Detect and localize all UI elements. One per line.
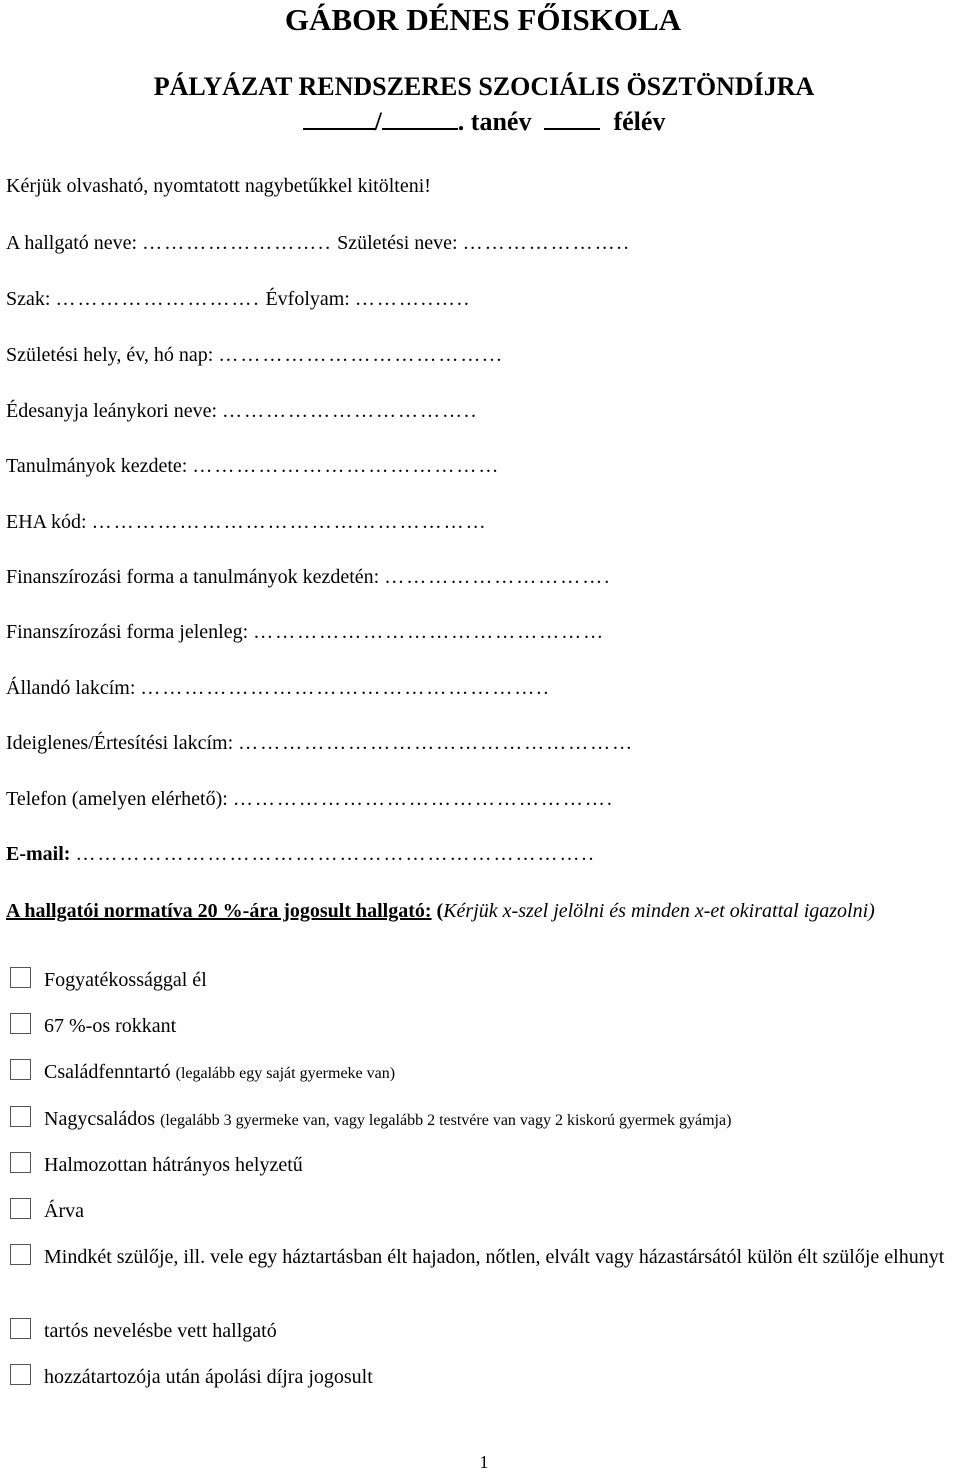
eha-input[interactable]: ……………………………………………… [91,511,488,533]
major-label: Szak: [6,288,51,310]
phone-input[interactable]: ……………………………………………. [232,788,614,810]
checkbox-icon[interactable] [10,1364,31,1385]
fin-now-input[interactable]: ………………………………………… [253,621,606,643]
fin-start-label: Finanszírozási forma a tanulmányok kezdetén: [6,566,380,588]
option-care-allowance[interactable] [10,1364,373,1389]
birth-row [6,344,503,367]
email-input[interactable]: …………………………………………………………….. [75,843,596,865]
option-orphan[interactable] [10,1198,84,1223]
fin-start-row [6,566,611,589]
option-label: 67 %-os rokkant [44,1015,177,1037]
checkbox-icon[interactable] [10,1318,31,1339]
semester-label: félév [613,107,666,136]
eha-row [6,511,488,534]
form-title: PÁLYÁZAT RENDSZERES SZOCIÁLIS ÖSZTÖNDÍJRA [153,72,815,101]
email-label: E-mail: [6,843,71,865]
instruction-text: Kérjük olvasható, nyomtatott nagybetűkkel kitölteni! [6,175,431,197]
institution-name: GÁBOR DÉNES FŐISKOLA [284,2,682,37]
birthname-input[interactable]: ………………….. [462,232,631,254]
checkbox-icon[interactable] [10,1244,31,1265]
fin-start-input[interactable]: …………………………. [384,566,612,588]
eligibility-open-paren: ( [436,900,444,922]
option-note: (legalább egy saját gyermeke van) [175,1065,396,1082]
option-foster-care[interactable] [10,1318,277,1343]
temp-address-label: Ideiglenes/Értesítési lakcím: [6,732,234,754]
option-disability[interactable] [10,967,207,992]
birth-input[interactable]: ………………………………... [218,344,504,366]
fin-now-row [6,621,605,644]
temp-address-row [6,732,634,755]
option-label: Nagycsaládos [44,1108,156,1130]
name-label: A hallgató neve: [6,232,138,254]
major-row [6,288,471,311]
checkbox-icon[interactable] [10,1013,31,1034]
semester-blank[interactable] [544,104,600,130]
address-row [6,677,550,700]
year-of-study-label: Évfolyam: [265,288,350,310]
eligibility-title: A hallgatói normatíva 20 %-ára jogosult hallgató: [6,900,432,922]
year-end-blank[interactable] [382,104,458,130]
option-parents-deceased[interactable] [6,1242,952,1272]
mother-row [6,400,478,423]
name-row [6,232,631,255]
address-label: Állandó lakcím: [6,677,136,699]
major-input[interactable]: ………………………. [55,288,261,310]
eligibility-note: Kérjük x-szel jelölni és minden x-et okirattal igazolni) [443,900,875,922]
birth-label: Születési hely, év, hó nap: [6,344,214,366]
option-label: Mindkét szülője, ill. vele egy háztartásban élt hajadon, nőtlen, elvált vagy házastársától külön élt szülője elhunyt [44,1246,945,1268]
checkbox-icon[interactable] [10,1152,31,1173]
temp-address-input[interactable]: ……………………………………………… [238,732,635,754]
option-label: Családfenntartó [44,1061,171,1083]
option-note: (legalább 3 gyermeke van, vagy legalább 2 testvére van vagy 2 kiskorú gyermek gyámja) [160,1112,732,1129]
page-number: 1 [479,1452,489,1472]
year-of-study-input[interactable]: ………..….. [354,288,471,310]
studies-input[interactable]: …………………………………… [192,455,501,477]
option-disadvantaged[interactable] [10,1152,303,1177]
year-label: . tanév [457,107,532,136]
option-disabled-67[interactable] [10,1013,176,1038]
option-large-family[interactable] [10,1106,731,1131]
option-label: Fogyatékossággal él [44,969,207,991]
eligibility-heading [6,897,960,926]
checkbox-icon[interactable] [10,1059,31,1080]
option-breadwinner[interactable] [10,1059,395,1084]
mother-input[interactable]: …………………………….. [222,400,479,422]
birthname-label: Születési neve: [337,232,458,254]
phone-label: Telefon (amelyen elérhető): [6,788,228,810]
address-input[interactable]: ……………………………………………….. [140,677,551,699]
email-row [6,843,595,866]
checkbox-icon[interactable] [10,1106,31,1127]
name-input[interactable]: …………………….. [142,232,333,254]
checkbox-icon[interactable] [10,1198,31,1219]
eha-label: EHA kód: [6,511,87,533]
checkbox-icon[interactable] [10,967,31,988]
option-label: tartós nevelésbe vett hallgató [44,1320,277,1342]
option-label: Halmozottan hátrányos helyzetű [44,1154,303,1176]
studies-row [6,455,500,478]
fin-now-label: Finanszírozási forma jelenleg: [6,621,249,643]
option-label: hozzátartozója után ápolási díjra jogosult [44,1366,373,1388]
year-start-blank[interactable] [303,104,375,130]
year-separator: / [374,107,382,136]
option-label: Árva [44,1200,84,1222]
phone-row [6,788,614,811]
mother-label: Édesanyja leánykori neve: [6,400,218,422]
academic-year-line [0,104,960,137]
studies-label: Tanulmányok kezdete: [6,455,188,477]
